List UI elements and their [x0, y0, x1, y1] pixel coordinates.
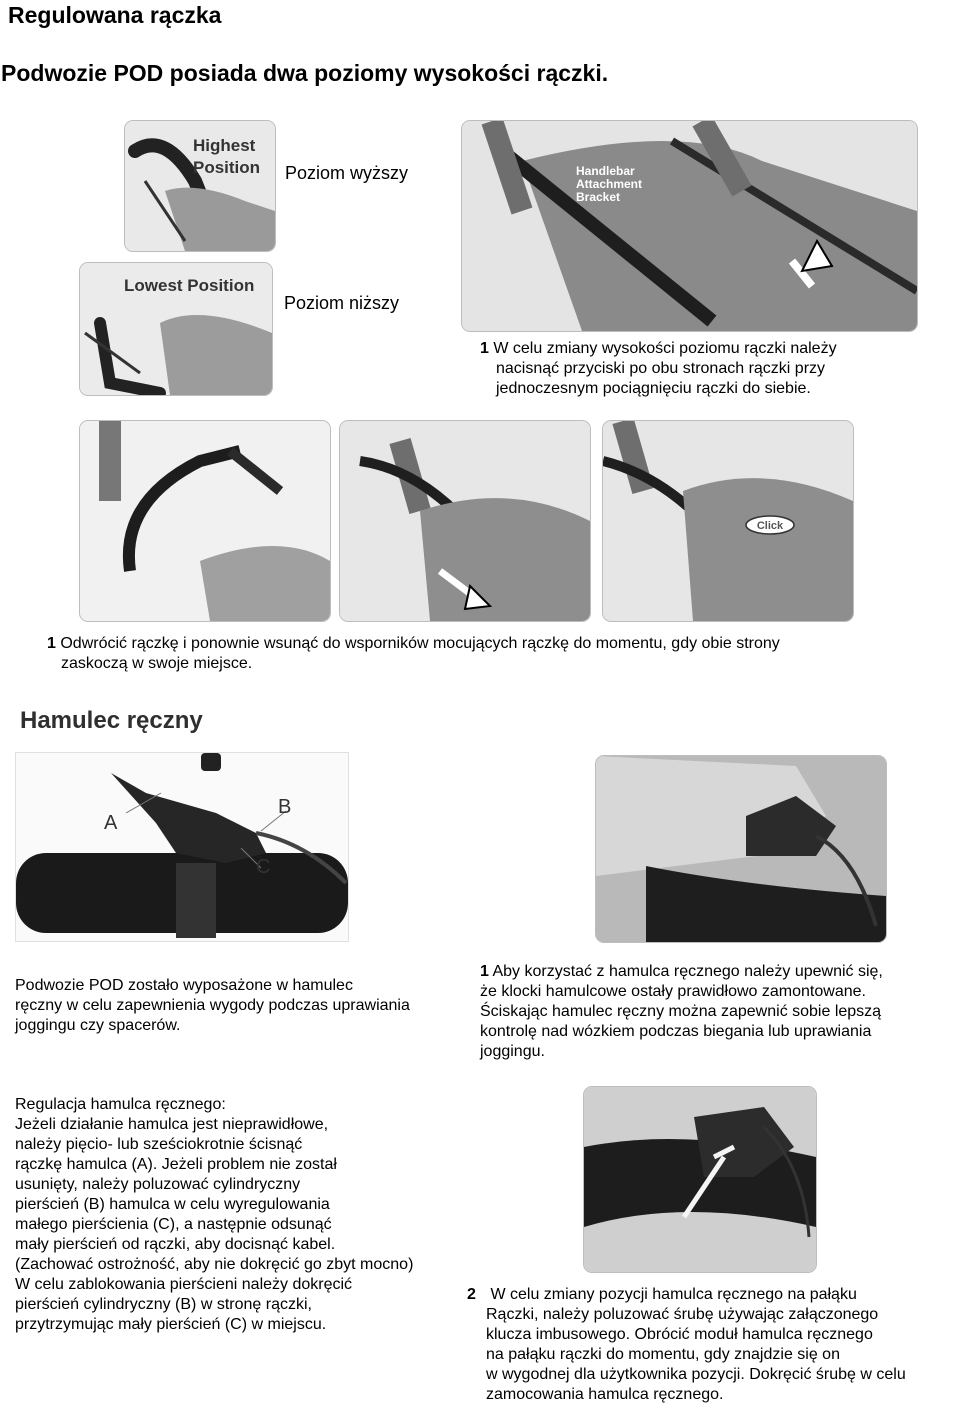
brake-step2	[467, 1285, 906, 1405]
brake-adjust-line1: Regulacja hamulca ręcznego:	[15, 1096, 226, 1113]
handlebar-step2-line2: zaskoczą w swoje miejsce.	[61, 655, 253, 672]
photo-highest-position	[124, 120, 276, 252]
brake-step2-line5: w wygodnej dla użytkownika pozycji. Dokręcić śrubę w celu	[486, 1366, 906, 1383]
photo-handlebar-bracket	[461, 120, 918, 332]
brake-adjust-line3: należy pięcio- lub sześciokrotnie ścisnąć	[15, 1136, 303, 1153]
label-c: C	[256, 856, 271, 878]
photo-brake-hand	[595, 755, 887, 943]
step-number: 2	[467, 1286, 476, 1303]
brake-adjust-line10: W celu zablokowania pierścieni należy dokręcić	[15, 1276, 353, 1293]
photo-click-in	[602, 420, 854, 622]
brake-adjust-line12: przytrzymując mały pierścień (C) w miejscu.	[15, 1316, 327, 1333]
brake-intro-line3: joggingu czy spacerów.	[15, 1017, 181, 1034]
brake-step1-line5: joggingu.	[480, 1043, 545, 1060]
photo-insert-handlebar	[339, 420, 591, 622]
label-b: B	[278, 796, 292, 818]
handlebar-step1-line3: jednoczesnym pociągnięciu rączki do siebie.	[496, 380, 811, 397]
brake-heading: Hamulec ręczny	[20, 707, 203, 734]
handlebar-step2	[47, 634, 780, 674]
brake-step1-line3: Ściskając hamulec ręczny można zapewnić sobie lepszą	[480, 1003, 882, 1020]
brake-adjust-line7: małego pierścienia (C), a następnie odsunąć	[15, 1216, 332, 1233]
lowest-label: Lowest Position	[124, 276, 255, 295]
brake-step2-line4: na pałąku rączki do momentu, gdy znajdzie się on	[486, 1346, 840, 1363]
brake-step1-line2: że klocki hamulcowe ostały prawidłowo zamontowane.	[480, 983, 866, 1000]
brake-adjust-line9: (Zachować ostrożność, aby nie dokręcić go zbyt mocno)	[15, 1256, 414, 1273]
brake-adjustment	[15, 1095, 413, 1335]
brake-adjust-line4: rączkę hamulca (A). Jeżeli problem nie został	[15, 1156, 337, 1173]
photo-brake-allen-key	[583, 1086, 817, 1273]
label-a: A	[104, 812, 118, 834]
step-number: 1	[480, 963, 489, 980]
page-subtitle: Podwozie POD posiada dwa poziomy wysokości rączki.	[1, 60, 609, 86]
brake-step2-line2: Rączki, należy poluzować śrubę używając załączonego	[486, 1306, 879, 1323]
brake-intro-line1: Podwozie POD zostało wyposażone w hamulec	[15, 977, 353, 994]
bracket-label-line3: Bracket	[576, 190, 621, 204]
brake-intro	[15, 976, 410, 1036]
page-title: Regulowana rączka	[8, 2, 222, 28]
handlebar-step1-line1: W celu zmiany wysokości poziomu rączki należy	[493, 340, 837, 357]
brake-step2-line3: klucza imbusowego. Obrócić moduł hamulca ręcznego	[486, 1326, 873, 1343]
caption-high-position: Poziom wyższy	[285, 163, 409, 183]
photo-lowest-position	[79, 262, 273, 396]
highest-label-line1: Highest	[193, 136, 256, 155]
step-number: 1	[480, 340, 489, 357]
highest-label-line2: Position	[193, 158, 261, 177]
click-label: Click	[756, 520, 784, 532]
handlebar-step1-line2: nacisnąć przyciski po obu stronach rączki przy	[496, 360, 826, 377]
brake-adjust-line8: mały pierścień od rączki, aby docisnąć kabel.	[15, 1236, 336, 1253]
brake-diagram	[15, 752, 349, 942]
brake-step1-line4: kontrolę nad wózkiem podczas biegania lub uprawiania	[480, 1023, 872, 1040]
brake-intro-line2: ręczny w celu zapewnienia wygody podczas uprawiania	[15, 997, 410, 1014]
step-number: 1	[47, 635, 56, 652]
bracket-label-line2: Attachment	[576, 177, 643, 191]
photo-flip-handlebar	[79, 420, 331, 622]
handlebar-step1	[480, 339, 837, 399]
brake-adjust-line2: Jeżeli działanie hamulca jest nieprawidłowe,	[15, 1116, 329, 1133]
brake-step2-line1: W celu zmiany pozycji hamulca ręcznego na pałąku	[490, 1286, 857, 1303]
brake-adjust-line11: pierścień cylindryczny (B) w stronę rączki,	[15, 1296, 312, 1313]
bracket-label-line1: Handlebar	[576, 164, 635, 178]
brake-step2-line6: zamocowania hamulca ręcznego.	[486, 1386, 724, 1403]
handlebar-step2-line1: Odwrócić rączkę i ponownie wsunąć do wsporników mocujących rączkę do momentu, gdy obie strony	[60, 635, 780, 652]
brake-adjust-line5: usunięty, należy poluzować cylindryczny	[15, 1176, 301, 1193]
brake-step1	[480, 962, 883, 1062]
caption-low-position: Poziom niższy	[284, 293, 400, 313]
brake-adjust-line6: pierścień (B) hamulca w celu wyregulowania	[15, 1196, 330, 1213]
brake-step1-line1: Aby korzystać z hamulca ręcznego należy upewnić się,	[492, 963, 883, 980]
